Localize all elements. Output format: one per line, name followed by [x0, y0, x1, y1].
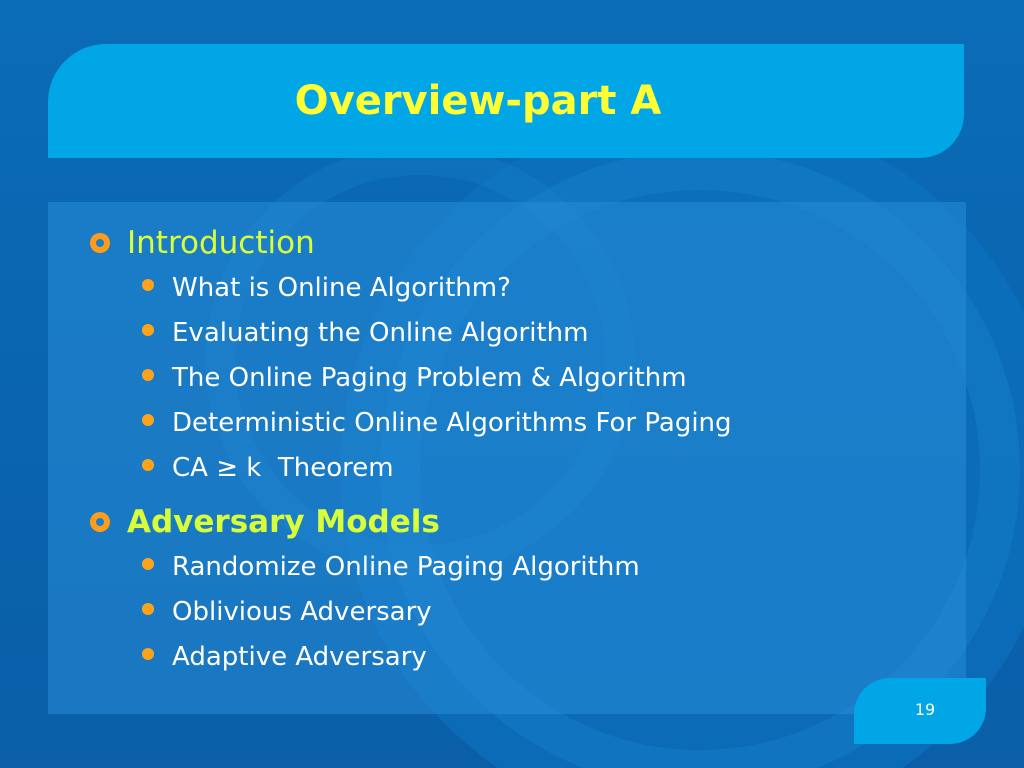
list-item	[90, 266, 950, 311]
list-item	[90, 590, 950, 635]
section-adversary-models	[90, 501, 950, 543]
list-item	[90, 401, 950, 446]
adversary-models-subitems	[90, 545, 950, 680]
bullet-dot-icon	[142, 459, 154, 471]
section-label: Introduction	[127, 225, 315, 261]
list-item-label: CA ≥ k Theorem	[172, 453, 394, 483]
list-item-label: Oblivious Adversary	[172, 597, 432, 627]
bullet-dot-icon	[142, 648, 154, 660]
section-introduction	[90, 222, 950, 264]
bullet-dot-icon	[142, 414, 154, 426]
list-item-label: Adaptive Adversary	[172, 642, 427, 672]
list-item-label: The Online Paging Problem & Algorithm	[172, 363, 687, 393]
bullet-list	[90, 222, 950, 690]
list-item	[90, 545, 950, 590]
introduction-subitems	[90, 266, 950, 491]
list-item-label: Evaluating the Online Algorithm	[172, 318, 589, 348]
bullet-dot-icon	[142, 369, 154, 381]
bullet-dot-icon	[142, 603, 154, 615]
list-item	[90, 311, 950, 356]
section-bullet-icon	[90, 233, 110, 253]
bullet-dot-icon	[142, 279, 154, 291]
slide-title: Overview-part A	[294, 78, 662, 124]
list-item-label: Randomize Online Paging Algorithm	[172, 552, 640, 582]
page-number: 19	[914, 700, 936, 719]
bullet-dot-icon	[142, 324, 154, 336]
list-item	[90, 356, 950, 401]
list-item-label: Deterministic Online Algorithms For Paging	[172, 408, 732, 438]
section-bullet-icon	[90, 512, 110, 532]
bullet-dot-icon	[142, 558, 154, 570]
list-item	[90, 635, 950, 680]
list-item-label: What is Online Algorithm?	[172, 273, 511, 303]
list-item	[90, 446, 950, 491]
section-label: Adversary Models	[127, 504, 440, 540]
